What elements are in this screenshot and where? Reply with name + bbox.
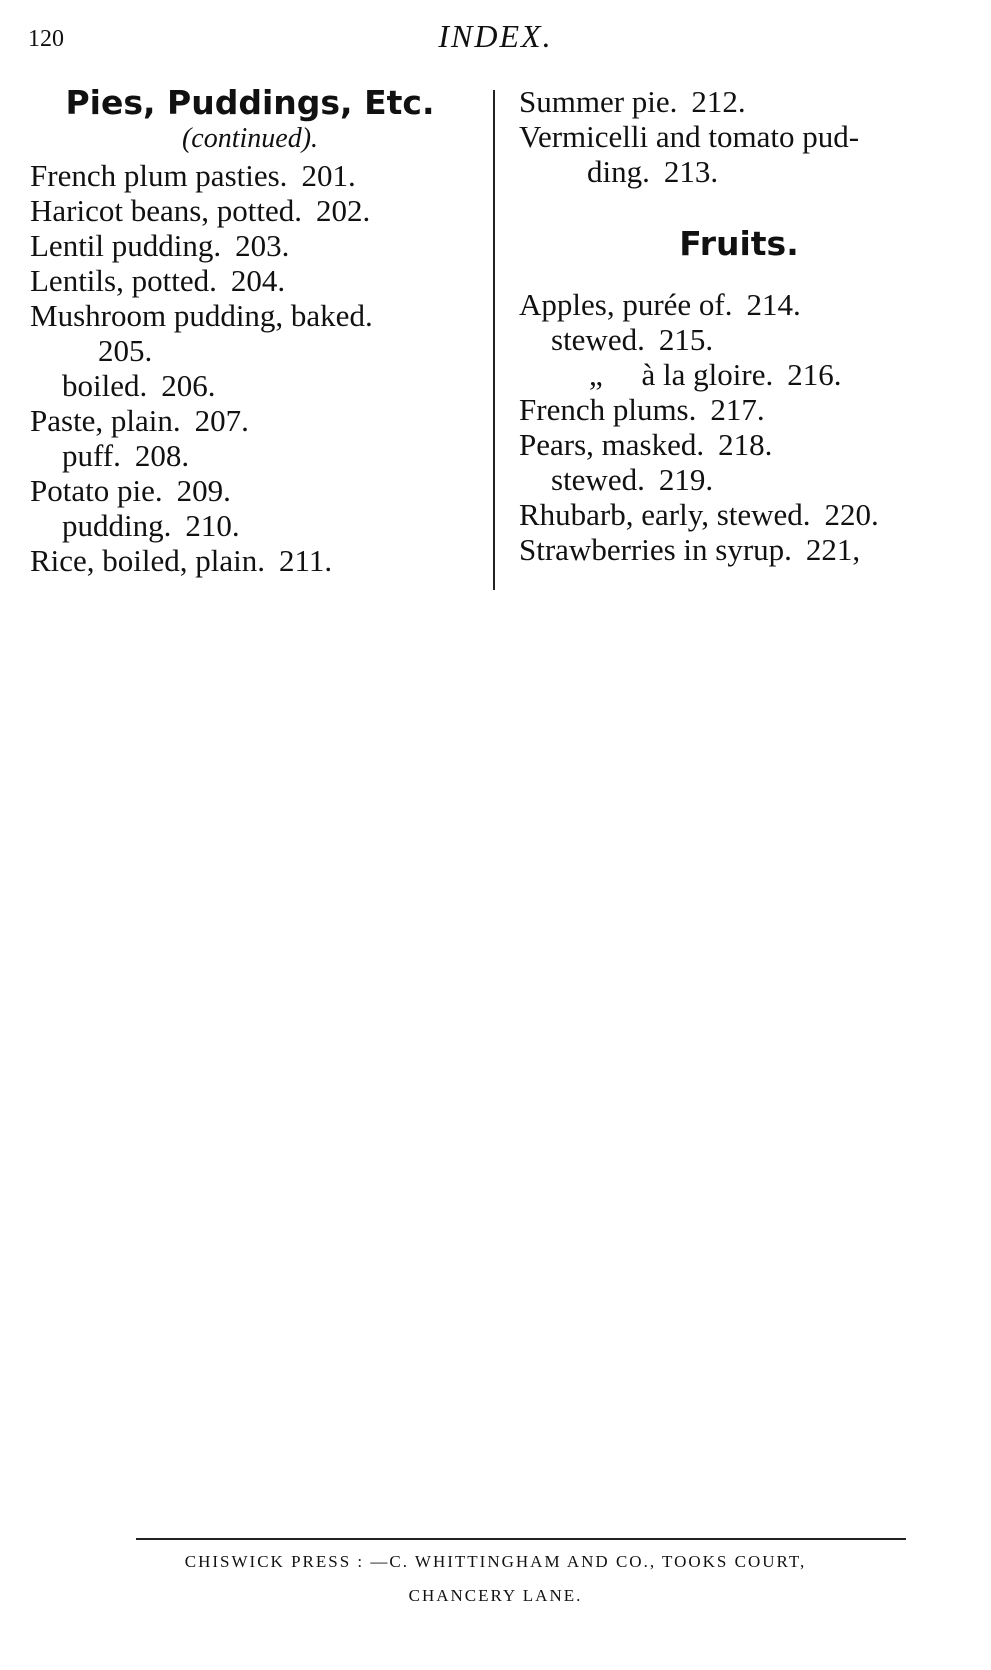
index-entry (30, 473, 470, 508)
entry-text: pudding. (62, 508, 172, 543)
column-divider (493, 90, 495, 590)
entry-text: Vermicelli and tomato pud- (519, 119, 860, 154)
entry-page: 220. (824, 497, 879, 532)
index-entry (30, 228, 470, 263)
index-entry-continuation (519, 154, 959, 189)
entry-page: 210. (185, 508, 240, 543)
entry-page: 208. (134, 438, 190, 473)
index-entry (30, 403, 470, 438)
entry-text: boiled. (62, 368, 148, 403)
entry-text: Pears, masked. (519, 427, 705, 462)
entry-page: 202. (316, 193, 371, 228)
index-entry (519, 119, 959, 154)
entry-text: Lentils, potted. (30, 263, 217, 298)
entry-text: ding. (587, 154, 650, 189)
entry-page: 214. (746, 287, 801, 322)
index-entry (519, 84, 959, 119)
index-entry (30, 438, 470, 473)
entry-text: Paste, plain. (30, 403, 181, 438)
entry-text: puff. (62, 438, 121, 473)
entry-text: Potato pie. (30, 473, 163, 508)
printer-imprint-line-2: CHANCERY LANE. (408, 1586, 583, 1605)
section-subheading: (continued). (181, 123, 319, 154)
entry-page: 215. (658, 322, 714, 357)
index-entry (519, 357, 959, 392)
entry-page: 213. (663, 154, 719, 189)
index-entry (30, 193, 470, 228)
entry-page: 207. (194, 403, 249, 438)
index-entry (30, 508, 470, 543)
entry-text: Strawberries in syrup. (519, 532, 792, 567)
right-column (519, 84, 959, 567)
printer-imprint-line-1: CHISWICK PRESS : —C. WHITTINGHAM AND CO., TOOKS COURT, (184, 1552, 807, 1571)
entry-text: Rice, boiled, plain. (30, 543, 266, 578)
index-entry (519, 497, 959, 532)
index-entry (519, 322, 959, 357)
entry-text: Apples, purée of. (519, 287, 733, 322)
index-entry (30, 263, 470, 298)
index-entry (519, 287, 959, 322)
entry-text: Mushroom pudding, baked. (30, 298, 373, 333)
entry-page: 209. (176, 473, 231, 508)
left-column (30, 84, 470, 578)
running-head: INDEX. (438, 18, 553, 54)
index-entry (519, 427, 959, 462)
index-entry (30, 368, 470, 403)
index-entry (30, 158, 470, 193)
index-entry-continuation (30, 333, 470, 368)
index-entry (519, 392, 959, 427)
entry-page: 211. (279, 543, 333, 578)
entry-page: 219. (658, 462, 714, 497)
entry-text: Summer pie. (519, 84, 678, 119)
entry-text: Rhubarb, early, stewed. (519, 497, 811, 532)
index-entry (519, 532, 959, 567)
entry-page: 212. (691, 84, 746, 119)
entry-page: 205. (98, 333, 153, 368)
index-entry (519, 462, 959, 497)
entry-text: Lentil pudding. (30, 228, 222, 263)
entry-page: 203. (235, 228, 290, 263)
section-heading-pies: Pies, Puddings, Etc. (65, 83, 435, 122)
entry-text: French plums. (519, 392, 697, 427)
entry-page: 218. (718, 427, 773, 462)
entry-page: 206. (161, 368, 216, 403)
page-number: 120 (28, 26, 64, 52)
entry-page: 216. (787, 357, 842, 392)
ditto-mark: „ (589, 357, 603, 392)
entry-text: Haricot beans, potted. (30, 193, 303, 228)
entry-text: à la gloire. (641, 357, 774, 392)
footer-rule (136, 1538, 906, 1540)
entry-text: stewed. (551, 462, 645, 497)
entry-text: French plum pasties. (30, 158, 288, 193)
entry-text: stewed. (551, 322, 645, 357)
entry-page: 204. (230, 263, 286, 298)
index-entry (30, 298, 468, 333)
entry-page: 201. (301, 158, 356, 193)
entry-page: 221, (805, 532, 861, 567)
section-heading-fruits: Fruits. (679, 224, 799, 263)
index-entry (30, 543, 470, 578)
entry-page: 217. (710, 392, 765, 427)
